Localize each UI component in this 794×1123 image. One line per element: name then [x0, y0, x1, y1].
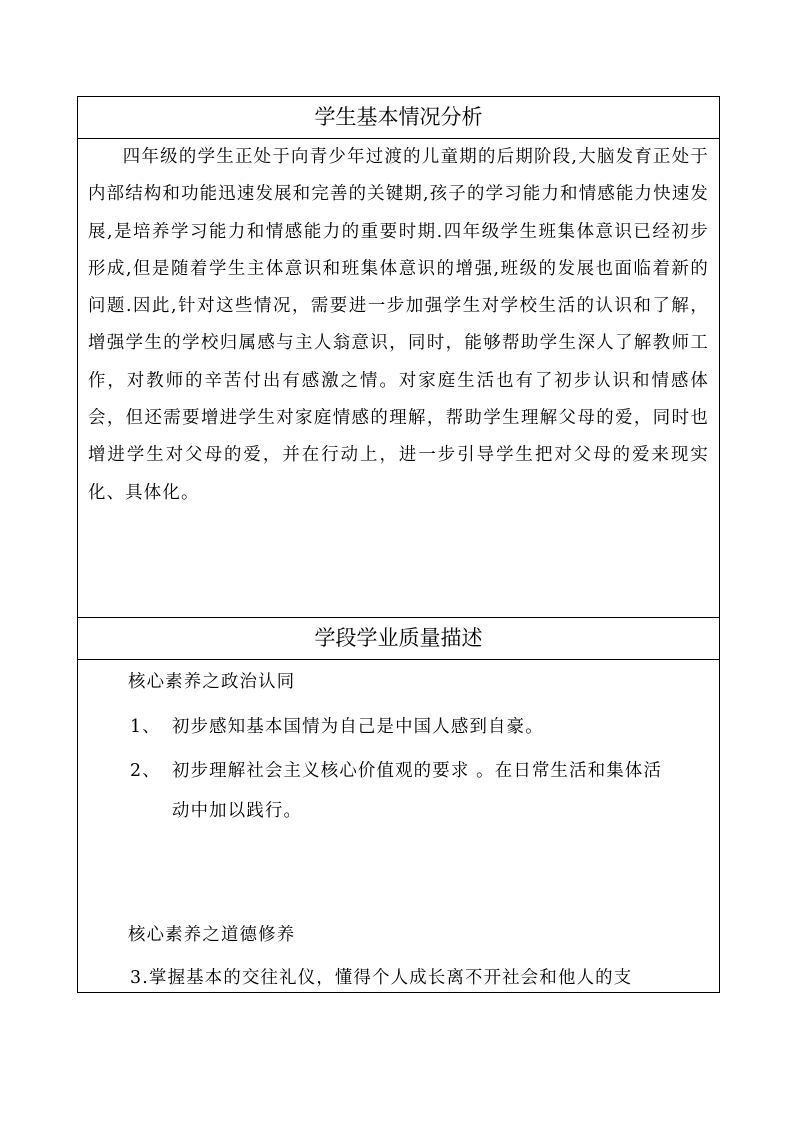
list-item-1: [130, 712, 544, 737]
analysis-table: [77, 96, 720, 993]
list-item-2: [130, 756, 662, 781]
subhead-moral-cultivation: 核心素养之道德修养: [128, 925, 296, 945]
section-title-quality-description: 学段学业质量描述: [78, 617, 719, 660]
list-item-number: 1、: [130, 717, 161, 737]
student-analysis-body: [88, 139, 709, 617]
subhead-political-identity: 核心素养之政治认同: [128, 672, 296, 692]
list-item-3: 3.掌握基本的交往礼仪，懂得个人成长离不开社会和他人的支: [130, 968, 633, 988]
list-item-text: 初步理解社会主义核心价值观的要求 。在日常生活和集体活: [172, 761, 663, 781]
list-item-2-continued: 动中加以践行。: [172, 801, 303, 821]
list-item-text: 初步感知基本国情为自己是中国人感到自豪。: [172, 717, 544, 737]
student-analysis-paragraph: 四年级的学生正处于向青少年过渡的儿童期的后期阶段,大脑发育正处于内部结构和功能迅速发展和完善的关键期,孩子的学习能力和情感能力快速发展,是培养学习能力和情感能力的重要时期.四年级学生班集体意识已经初步形成,但是随着学生主体意识和班集体意识的增强,班级的发展也面临着新的问题.因此,针对这些情况，需要进一步加强学生对学校生活的认识和了解，增强学生的学校归属感与主人翁意识，同时，能够帮助学生深人了解教师工作，对教师的辛苦付出有感激之情。对家庭生活也有了初步认识和情感体会，但还需要增进学生对家庭情感的理解，帮助学生理解父母的爱，同时也增进学生对父母的爱，并在行动上，进一步引导学生把对父母的爱来现实化、具体化。: [88, 147, 709, 503]
list-item-number: 2、: [130, 761, 161, 781]
section-title-student-analysis: 学生基本情况分析: [78, 97, 719, 139]
